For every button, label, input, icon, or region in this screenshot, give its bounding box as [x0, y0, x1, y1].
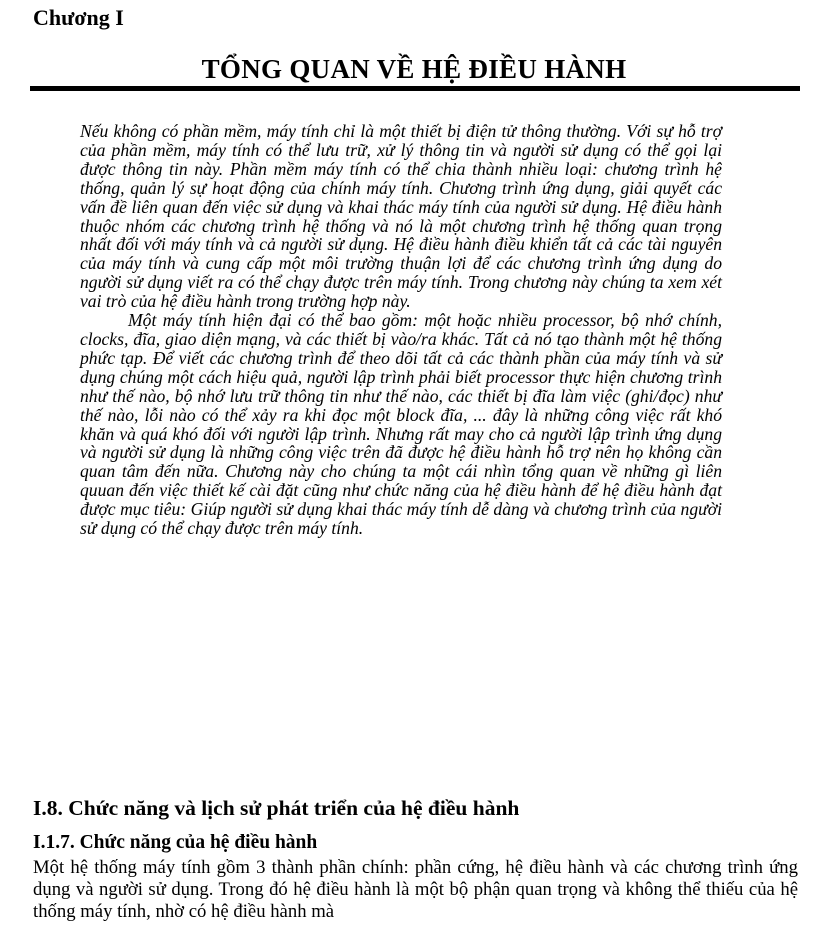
- chapter-label: Chương I: [33, 5, 124, 30]
- intro-paragraph-2: Một máy tính hiện đại có thể bao gồm: một hoặc nhiều processor, bộ nhớ chính, clocks, đĩa, giao diện mạng, và các thiết bị vào/ra khác. Tất cả nó tạo thành một hệ thống phức tạp. Để viết các chương trình để theo dõi tất cả các thành phần của máy tính và sử dụng chúng một cách hiệu quả, người lập trình phải biết processor thực hiện chương trình như thế nào, bộ nhớ lưu trữ thông tin như thế nào, các thiết bị đĩa làm việc (ghi/đọc) như thế nào, lỗi nào có thể xảy ra khi đọc một block đĩa, ... đây là những công việc rất khó khăn và quá khó đối với người lập trình. Nhưng rất may cho cả người lập trình ứng dụng và người sử dụng là những công việc trên đã được hệ điều hành hỗ trợ nên họ không cần quan tâm đến nữa. Chương này cho chúng ta một cái nhìn tổng quan về những gì liên quuan đến việc thiết kế cài đặt cũng như chức năng của hệ điều hành để hệ điều hành đạt được mục tiêu: Giúp người sử dụng khai thác máy tính dễ dàng và chương trình của người sử dụng có thể chạy được trên máy tính.: [80, 310, 722, 539]
- subsection-heading: I.1.7. Chức năng của hệ điều hành: [33, 832, 318, 853]
- intro-paragraph-1: Nếu không có phần mềm, máy tính chỉ là một thiết bị điện tử thông thường. Với sự hỗ trợ của phần mềm, máy tính có thể lưu trữ, xử lý thông tin và người sử dụng có thể gọi lại được thông tin này. Phần mềm máy tính có thể chia thành nhiều loại: chương trình hệ thống, quản lý sự hoạt động của chính máy tính. Chương trình ứng dụng, giải quyết các vấn đề liên quan đến việc sử dụng và khai thác máy tính của người sử dụng. Hệ điều hành thuộc nhóm các chương trình hệ thống và nó là một chương trình hệ thống quan trọng nhất đối với máy tính và cả người sử dụng. Hệ điều hành điều khiển tất cả các tài nguyên của máy tính và cung cấp một môi trường thuận lợi để các chương trình ứng dụng do người sử dụng viết ra có thể chạy được trên máy tính. Trong chương này chúng ta xem xét vai trò của hệ điều hành trong trường hợp này.: [80, 121, 722, 312]
- section-heading: I.8. Chức năng và lịch sử phát triển của hệ điều hành: [33, 796, 520, 820]
- chapter-title: TỔNG QUAN VỀ HỆ ĐIỀU HÀNH: [201, 54, 627, 84]
- body-paragraph: Một hệ thống máy tính gồm 3 thành phần chính: phần cứng, hệ điều hành và các chương trình ứng dụng và người sử dụng. Trong đó hệ điều hành là một bộ phận quan trọng và không thể thiếu của hệ thống máy tính, nhờ có hệ điều hành mà: [33, 857, 798, 922]
- title-divider: [30, 86, 800, 91]
- chapter-intro: [80, 122, 722, 538]
